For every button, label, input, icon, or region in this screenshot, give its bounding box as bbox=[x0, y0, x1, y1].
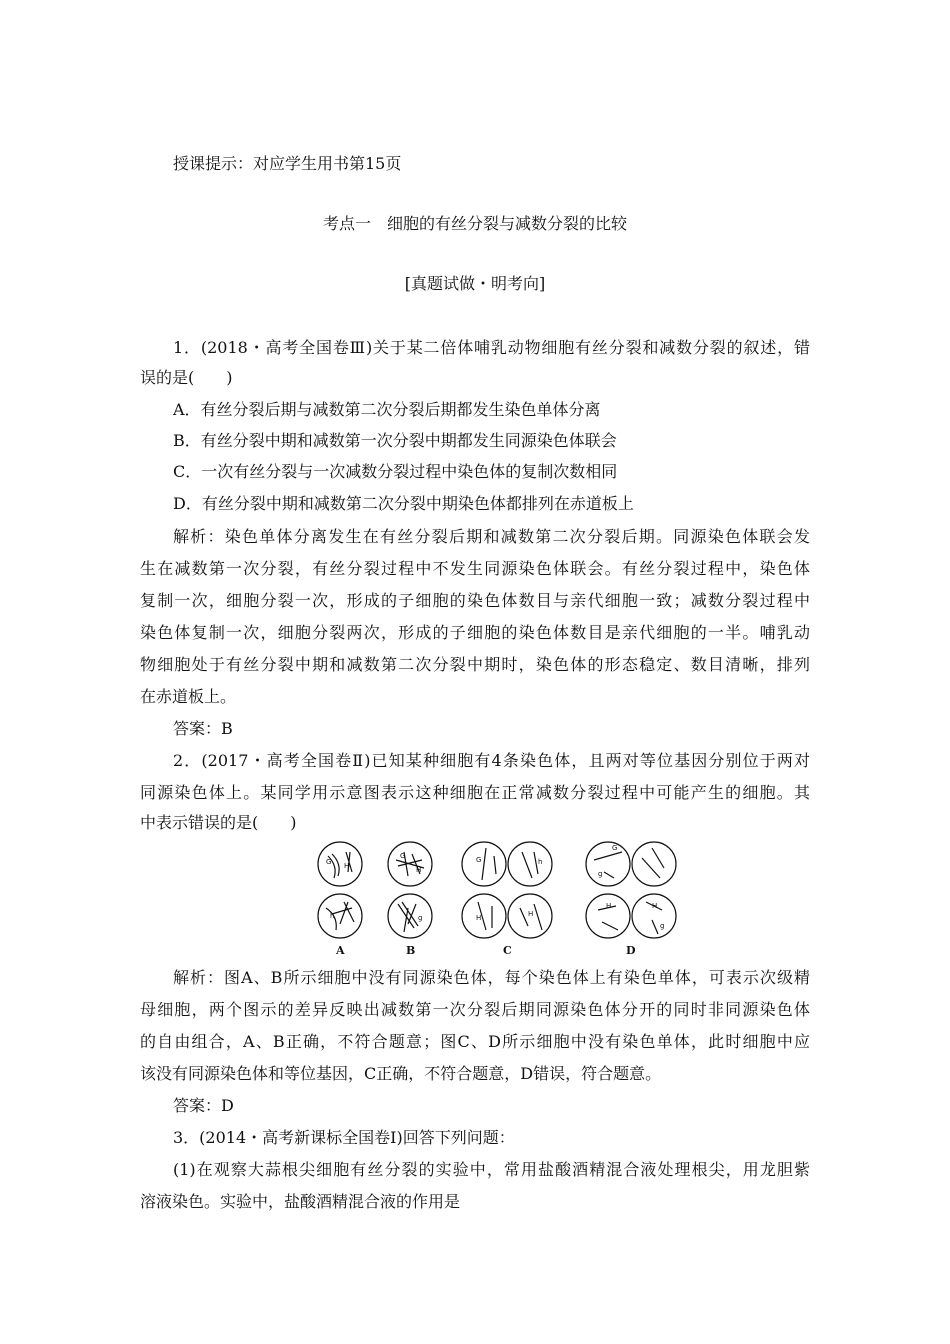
gene-label: G bbox=[612, 844, 618, 852]
q1-analysis-line3: 复制一次，细胞分裂一次，形成的子细胞的染色体数目与亲代细胞一致；减数分裂过程中 bbox=[140, 591, 810, 610]
q1-analysis-line2: 生在减数第一次分裂，有丝分裂过程中不发生同源染色体联会。有丝分裂过程中，染色体 bbox=[140, 559, 810, 578]
gene-label: G bbox=[326, 858, 332, 866]
option-b-cells bbox=[388, 842, 432, 938]
gene-label: g bbox=[418, 914, 423, 922]
figure-label-d: D bbox=[626, 944, 636, 957]
section-title: 考点一 细胞的有丝分裂与减数分裂的比较 bbox=[322, 214, 627, 233]
q2-stem-line1: 2．(2017・高考全国卷Ⅱ)已知某种细胞有4条染色体，且两对等位基因分别位于两对 bbox=[173, 751, 810, 770]
q2-answer: 答案：D bbox=[173, 1096, 234, 1115]
gene-label: g bbox=[660, 922, 665, 930]
cell-circle bbox=[632, 842, 676, 886]
cell-division-figure bbox=[308, 838, 680, 958]
q3-stem: 3．(2014・高考新课标全国卷Ⅰ)回答下列问题： bbox=[173, 1128, 515, 1147]
q2-analysis-line2: 母细胞，两个图示的差异反映出减数第一次分裂后期同源染色体分开的同时非同源染色体 bbox=[140, 1000, 810, 1019]
gene-label: G bbox=[476, 856, 482, 864]
q2-analysis-line4: 该没有同源染色体和等位基因，C正确，不符合题意，D错误，符合题意。 bbox=[140, 1064, 662, 1083]
gene-label: H bbox=[528, 910, 534, 918]
q1-answer: 答案：B bbox=[173, 719, 233, 738]
cell-circle bbox=[388, 894, 432, 938]
teaching-hint: 授课提示：对应学生用书第15页 bbox=[173, 154, 402, 173]
subsection-title: [真题试做・明考向] bbox=[404, 274, 546, 293]
gene-label: H bbox=[476, 914, 482, 922]
q1-stem-line1: 1．(2018・高考全国卷Ⅲ)关于某二倍体哺乳动物细胞有丝分裂和减数分裂的叙述，错 bbox=[173, 338, 810, 357]
gene-label: H bbox=[606, 902, 612, 910]
cell-circle bbox=[462, 894, 506, 938]
q1-option-b: B．有丝分裂中期和减数第一次分裂中期都发生同源染色体联会 bbox=[173, 431, 617, 450]
q1-analysis-line5: 物细胞处于有丝分裂中期和减数第二次分裂中期时，染色体的形态稳定、数目清晰，排列 bbox=[140, 655, 810, 674]
q1-option-a: A．有丝分裂后期与减数第二次分裂后期都发生染色单体分离 bbox=[173, 400, 601, 419]
figure-label-b: B bbox=[406, 944, 416, 957]
gene-label: h bbox=[330, 912, 335, 920]
chromosome-shape bbox=[398, 902, 418, 932]
q1-stem-line2: 误的是( ) bbox=[140, 368, 233, 387]
figure-label-a: A bbox=[336, 944, 345, 957]
cell-circle bbox=[508, 842, 552, 886]
q1-option-c: C．一次有丝分裂与一次减数分裂过程中染色体的复制次数相同 bbox=[173, 462, 618, 481]
gene-label: H bbox=[344, 862, 350, 870]
q2-analysis-line1: 解析：图A、B所示细胞中没有同源染色体，每个染色体上有染色单体，可表示次级精 bbox=[173, 968, 810, 987]
q3-part1-line1: (1)在观察大蒜根尖细胞有丝分裂的实验中，常用盐酸酒精混合液处理根尖，用龙胆紫 bbox=[173, 1160, 810, 1179]
gene-label: G bbox=[400, 852, 406, 860]
gene-label: H bbox=[652, 902, 658, 910]
option-a-cells bbox=[318, 842, 362, 938]
cell-circle bbox=[318, 894, 362, 938]
figure-label-c: C bbox=[503, 944, 512, 957]
gene-label: g bbox=[598, 870, 603, 878]
cell-diagram-svg bbox=[308, 838, 680, 958]
q1-analysis-line4: 染色体复制一次，细胞分裂两次，形成的子细胞的染色体数目是亲代细胞的一半。哺乳动 bbox=[140, 623, 810, 642]
chromosome-shape bbox=[522, 852, 538, 878]
q3-part1-line2: 溶液染色。实验中，盐酸酒精混合液的作用是 bbox=[140, 1192, 461, 1211]
cell-circle bbox=[586, 894, 630, 938]
q1-analysis-line1: 解析：染色单体分离发生在有丝分裂后期和减数第二次分裂后期。同源染色体联会发 bbox=[173, 527, 810, 546]
q1-analysis-line6: 在赤道板上。 bbox=[140, 687, 237, 706]
q2-stem-line3: 中表示错误的是( ) bbox=[140, 813, 297, 832]
cell-circle bbox=[632, 894, 676, 938]
cell-circle bbox=[586, 842, 630, 886]
chromosome-shape bbox=[642, 848, 664, 878]
q2-analysis-line3: 的自由组合，A、B正确，不符合题意；图C、D所示细胞中没有染色单体，此时细胞中应 bbox=[140, 1032, 810, 1051]
q1-option-d: D．有丝分裂中期和减数第二次分裂中期染色体都排列在赤道板上 bbox=[173, 494, 634, 513]
gene-labels bbox=[326, 844, 664, 930]
chromosome-shape bbox=[482, 848, 496, 880]
q2-stem-line2: 同源染色体上。某同学用示意图表示这种细胞在正常减数分裂过程中可能产生的细胞。其 bbox=[140, 783, 810, 802]
gene-label: h bbox=[538, 858, 543, 866]
cell-circle bbox=[318, 842, 362, 886]
gene-label: H bbox=[416, 866, 422, 874]
